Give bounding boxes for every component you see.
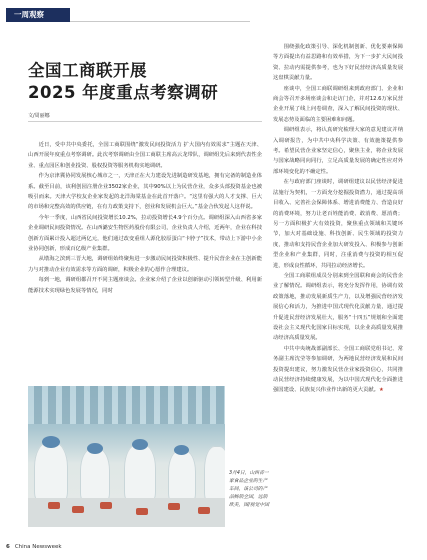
product-item (48, 502, 60, 509)
section-divider (70, 21, 250, 22)
product-item (198, 507, 210, 514)
worker-cap (42, 436, 60, 448)
worker-cap (132, 439, 148, 450)
body-paragraph: 作为京津冀协同发展核心城市之一，天津正在大力建设先进制造研发基地，拥有完备的制造业体系。截至目前，该利创园注册企业3502家企业，其中90%以上为民营企业，众多头部投资基金也被吸引而来。天津大学校友企业家发起的北洋海棠基金在此首开落户。“这里有强大的人才支撑、巨大的市场和完整高效的供应链，在有力政策支持下，创业和发展机会巨大。”基金合伙发起人这样说。 (28, 173, 262, 211)
page-footer (6, 544, 62, 550)
body-paragraph: 在与政府部门座谈时，调研组建议以民营经济促进法施行为契机，一方面充分挖掘投资潜力，通过提高项目收入、完善社会保障体系、增进消费能力、营造良好的消费环境，努力让老百姓能消费、敢消费、愿消费；另一方面积极扩大有效投资，聚焦重点领域和关键环节，加大对基础设施、科技创新、民生领域的投资力度，推动和支持民营企业加大研发投入、积极参与创新型企业和产业集群，同时，注重消费与投资的相互促进，形成良性循环，共同拉动经济增长。 (273, 179, 403, 269)
product-item (72, 506, 84, 513)
body-paragraph: 每到一地，调研组都召开不同主题座谈会。企业家介绍了企业以创新驱动引领转型升级、利用新能源技术实现绿色发展等情况，同时 (28, 277, 262, 294)
article-title-line1: 全国工商联开展 (28, 61, 147, 80)
byline: 文/周丽娜 (28, 113, 50, 119)
body-paragraph: 今年一季度，山西省民间投资增长10.2%，拉动投资增长4.9个百分点。调研组深入山西省多家企业调研民间投资情况。在山西潞安生物医药股份有限公司，企业负责人介绍，近两年，企业在科技创新方面累计投入超过两亿元，他们通过改变重组人源化胶原蛋白“卡脖子”技术，带动上下游中小企业协同创新，形成百亿级产业集群。 (28, 214, 262, 253)
worker-figure (204, 446, 225, 504)
worker-figure (168, 450, 196, 504)
body-paragraph: 座谈中，全国工商联调研组来到政府部门、企业和商会等召开多场座谈会和走访门企，并对12.6万家民营企业开展了线上问卷调查，深入了解民间投资的现状、发展态势及面临的主要困难和问题。 (273, 85, 403, 123)
article-body-right (273, 42, 403, 396)
end-mark-icon: ★ (378, 387, 384, 394)
worker-figure (80, 448, 110, 504)
product-item (168, 503, 180, 510)
worker-figure (34, 442, 68, 504)
worker-figure (124, 444, 156, 504)
section-tag: 一周观察 (6, 8, 70, 22)
body-paragraph: 调研组表示，将认真研究梳理大家的意见建议并纳入调研报告，为中共中央科学决策、有效施策提供参考。希望民营企业家坚定信心，聚焦主业，将企业发展与国家战略同向同行，立足高质量发展的确定性应对外部环境变化的不确定性。 (273, 127, 403, 175)
factory-photo (28, 386, 225, 527)
body-paragraph-text: 中共中央统战部副部长、全国工商联党组书记、常务副主席沈莹等参加调研，为两地民营经济发展和民间投资提出建议，努力激发民营企业家投资信心，共同推动民营经济持续健康发展，为以中国式现代化全面推进强国建设、民族复兴伟业作出新的更大贡献。 (273, 345, 403, 394)
product-item (100, 502, 112, 509)
worker-cap (174, 445, 189, 455)
photo-caption: 3月4日，山西省一家食品企业的生产车间，该公司的产品畅销全国，远销欧美，图/视觉中国 (229, 471, 269, 508)
body-paragraph (273, 344, 403, 396)
page-number: 6 (6, 544, 10, 550)
worker-cap (87, 443, 103, 454)
body-paragraph: 围绕强化政策引导、深化机制创新、优化要素保障等方面提出有益思路和有效举措，为下一步扩大民间投资、拉动内需提供参考，也为下好民营经济高质量发展这盘棋贡献力量。 (273, 44, 403, 82)
article-body-left (28, 140, 262, 296)
ceiling-lights (28, 386, 225, 424)
body-paragraph: 从墩海之滨到三晋大地，调研组始终聚焦进一步激动民间投资积极性、提升民营企业在主创新能力与对推动企业有效需求等方面的调研，积极企业的心愿作合理建议。 (28, 256, 262, 273)
publication-name: China Newsweek (14, 544, 62, 550)
byline-divider (28, 121, 262, 122)
body-paragraph: 近日，受中共中央委托，全国工商联围绕“激发民间投资活力 扩大国内有效需求”主题在天津、山西开展年度重点考察调研。此次考察调研由全国工商联主席高云龙带队，调研组先后来到代表性企业、重点园区和创业投资、股权投资等服务机构实地调研。 (28, 142, 262, 169)
body-paragraph: 全国工商联组成员分别来到全国联和商会的民营企业了解情况。调研组表示，将充分发挥作用，协调有效政策落地，推动发展新质生产力，以及增强民营经济发展信心和活力，为推进中国式现代化贡献力量，通过提升促进民营经济发展壮大，服务“十四五”规划和全面建设社会主义现代化国家目标实现，以企业高质量发展推动经济高质量发展。 (273, 272, 403, 342)
article-title-line2: 2025 年度重点考察调研 (28, 83, 219, 102)
product-item (136, 508, 148, 515)
